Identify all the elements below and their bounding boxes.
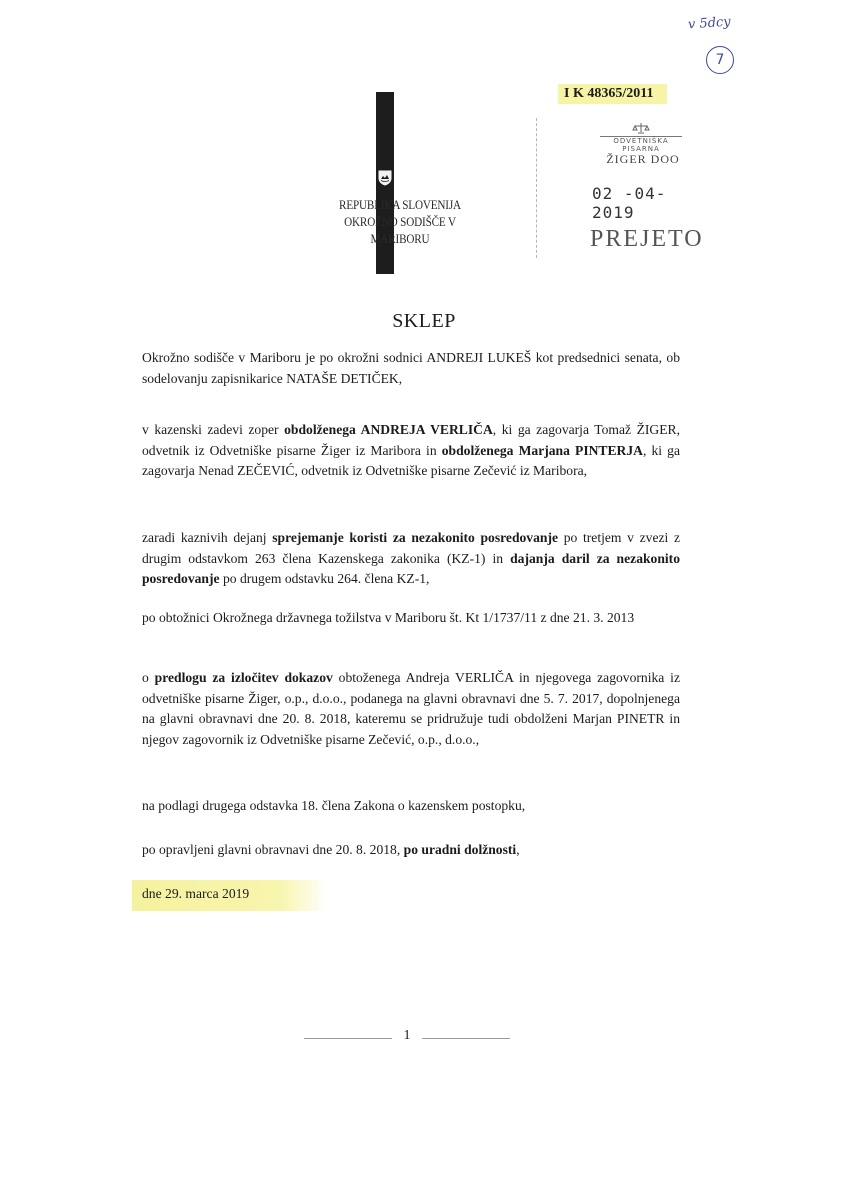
text: dne 29. marca 2019	[142, 886, 250, 901]
footer-rule-left	[304, 1038, 392, 1039]
paragraph-motion	[142, 668, 680, 750]
page-number: 1	[403, 1028, 411, 1043]
text: po drugem odstavku 264. člena KZ-1,	[219, 571, 430, 586]
bold-text: sprejemanje koristi za nezakonito posredovanje	[272, 530, 559, 545]
scales-icon	[632, 122, 650, 134]
text: zaradi kaznivih dejanj	[142, 530, 273, 545]
paragraph-date	[132, 880, 329, 911]
text: po obtožnici Okrožnega državnega tožilstva v Mariboru št. Kt 1/1737/11 z dne 21. 3. 2013	[142, 610, 635, 625]
paragraph-defendants	[142, 420, 680, 482]
received-stamp	[530, 112, 710, 262]
document-title: SKLEP	[392, 310, 456, 332]
paragraph-indictment	[142, 608, 680, 629]
stamp-date: 02 -04- 2019	[592, 184, 667, 222]
text: po tretjem v zvezi z drugim odstavkom 263 člena Kazenskega zakonika (KZ-1) in	[142, 530, 681, 566]
bold-text: obdolženega Marjana PINTERJA	[441, 442, 643, 458]
text: , ki ga zagovarja Tomaž ŽIGER, odvetnik iz Odvetniške pisarne Žiger iz Maribora in	[142, 422, 681, 458]
bold-text: po uradni dolžnosti	[403, 842, 517, 857]
bold-text: dajanja daril za nezakonito posredovanje	[142, 550, 681, 586]
court-name-line2: OKROŽNO SODIŠČE V MARIBORU	[344, 214, 456, 246]
court-name-line1: REPUBLIKA SLOVENIJA	[339, 197, 461, 212]
page-footer	[0, 1026, 848, 1050]
stamp-received: PREJETO	[590, 226, 704, 252]
bold-text: predlogu za izločitev dokazov	[154, 670, 333, 685]
paragraph-hearing	[142, 840, 680, 861]
text: v kazenski zadevi zoper	[142, 422, 285, 437]
bold-text: obdolženega ANDREJA VERLIČA	[284, 422, 493, 437]
paragraph-charges	[142, 528, 680, 590]
coat-of-arms-icon	[378, 170, 392, 186]
text: ,	[516, 842, 520, 857]
paragraph-court-composition	[142, 348, 680, 389]
footer-rule-right	[422, 1038, 510, 1039]
stamp-header-text: ODVETNIŠKA PISARNA	[600, 136, 682, 147]
paragraph-legal-basis	[142, 796, 680, 817]
stamp-edge	[536, 118, 543, 258]
text: na podlagi drugega odstavka 18. člena Zakona o kazenskem postopku,	[142, 798, 526, 813]
court-name	[300, 196, 500, 247]
text: po opravljeni glavni obravnavi dne 20. 8. 2018,	[142, 842, 404, 857]
text: o	[142, 670, 155, 685]
text: Okrožno sodišče v Mariboru je po okrožni sodnici ANDREJI LUKEŠ kot predsednici senata, ob sodelovanju zapisnikarice NATAŠE DETIČEK,	[142, 350, 680, 386]
handwritten-note: v 5dcy	[687, 14, 732, 33]
handwritten-circled-number: 7	[706, 46, 734, 74]
case-number: I K 48365/2011	[558, 84, 667, 104]
stamp-office: ŽIGER DOO	[606, 152, 680, 166]
text: , ki ga zagovarja Nenad ZEČEVIĆ, odvetnik iz Odvetniške pisarne Zečević iz Maribora,	[142, 442, 680, 478]
text: obtoženega Andreja VERLIČA in njegovega zagovornika iz odvetniške pisarne Žiger, o.p., d.o.o., podanega na glavni obravnavi dne 5. 7. 2017, dopolnjenega na glavni obravnavi dne 20. 8. 2018, kateremu se pridružuje tudi obdolženi Marjan PINETR in njegov zagovornik iz Odvetniške pisarne Zečević, o.p., d.o.o.,	[142, 670, 680, 747]
